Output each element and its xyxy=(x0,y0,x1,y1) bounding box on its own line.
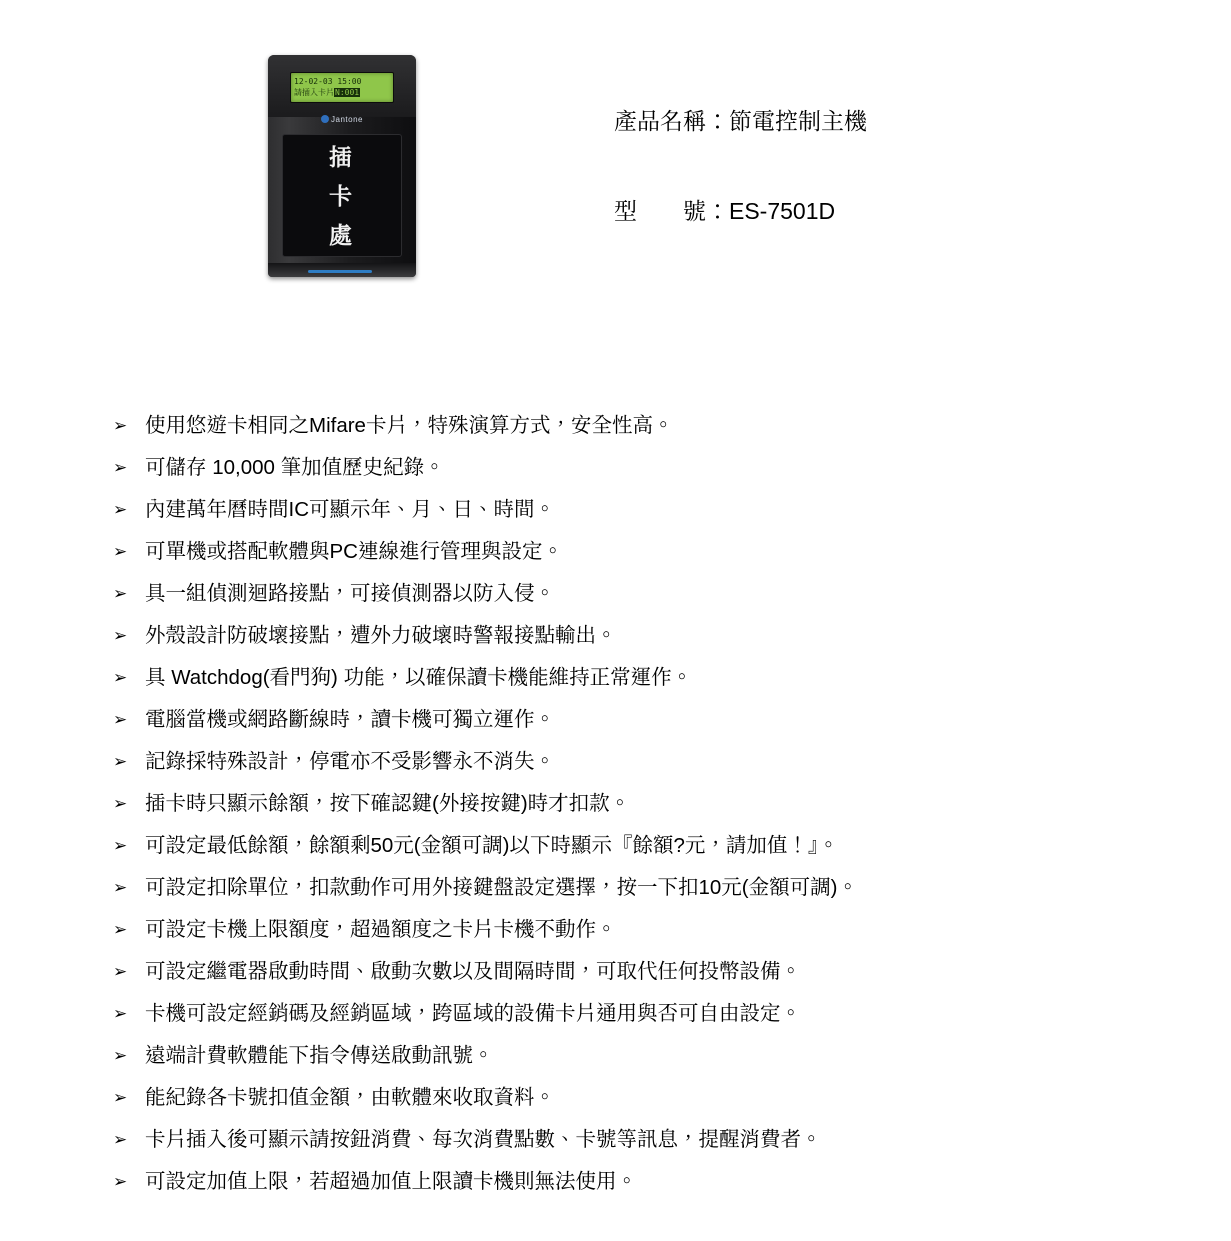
list-item xyxy=(113,741,1133,783)
feature-text: 可設定最低餘額，餘額剩50元(金額可調)以下時顯示『餘額?元，請加值！』。 xyxy=(145,834,839,857)
bullet-icon: ➢ xyxy=(113,1130,128,1149)
bullet-icon: ➢ xyxy=(113,794,128,813)
bullet-icon: ➢ xyxy=(113,962,128,981)
lcd-line-2-right: N:001 xyxy=(335,88,360,97)
list-item xyxy=(113,1119,1133,1161)
bullet-icon: ➢ xyxy=(113,836,128,855)
feature-text: 可單機或搭配軟體與PC連線進行管理與設定。 xyxy=(145,540,563,563)
list-item xyxy=(113,867,1133,909)
feature-text: 卡機可設定經銷碼及經銷區域，跨區域的設備卡片通用與否可自由設定。 xyxy=(145,1002,801,1025)
bullet-icon: ➢ xyxy=(113,878,128,897)
list-item xyxy=(113,783,1133,825)
brand-text: Jantone xyxy=(331,115,363,124)
feature-text: 遠端計費軟體能下指令傳送啟動訊號。 xyxy=(145,1044,494,1067)
feature-text: 使用悠遊卡相同之Mifare卡片，特殊演算方式，安全性高。 xyxy=(145,414,674,437)
list-item xyxy=(113,615,1133,657)
device-lcd-display xyxy=(290,72,394,103)
device-brand-label xyxy=(302,115,382,124)
slot-label-char-2: 卡 xyxy=(329,183,355,209)
list-item xyxy=(113,489,1133,531)
list-item xyxy=(113,993,1133,1035)
bullet-icon: ➢ xyxy=(113,626,128,645)
device-base xyxy=(268,263,416,277)
slot-label-char-3: 處 xyxy=(329,222,355,248)
lcd-line-1: 12-02-03 15:00 xyxy=(294,77,362,86)
bullet-icon: ➢ xyxy=(113,500,128,519)
feature-text: 電腦當機或網路斷線時，讀卡機可獨立運作。 xyxy=(145,708,555,731)
bullet-icon: ➢ xyxy=(113,752,128,771)
list-item xyxy=(113,1077,1133,1119)
feature-text: 能紀錄各卡號扣值金額，由軟體來收取資料。 xyxy=(145,1086,555,1109)
list-item xyxy=(113,573,1133,615)
feature-text: 卡片插入後可顯示請按鈕消費、每次消費點數、卡號等訊息，提醒消費者。 xyxy=(145,1128,822,1151)
feature-text: 具一組偵測迴路接點，可接偵測器以防入侵。 xyxy=(145,582,555,605)
bullet-icon: ➢ xyxy=(113,1172,128,1191)
list-item xyxy=(113,825,1133,867)
slot-label-char-1: 插 xyxy=(329,144,355,170)
list-item xyxy=(113,657,1133,699)
bullet-icon: ➢ xyxy=(113,710,128,729)
product-model-line: 型 號：ES-7501D xyxy=(614,197,836,224)
list-item xyxy=(113,405,1133,447)
list-item xyxy=(113,1035,1133,1077)
card-slot-panel xyxy=(282,134,402,257)
feature-list xyxy=(113,405,1133,1203)
feature-text: 插卡時只顯示餘額，按下確認鍵(外接按鍵)時才扣款。 xyxy=(145,792,631,815)
bullet-icon: ➢ xyxy=(113,416,128,435)
feature-text: 具 Watchdog(看門狗) 功能，以確保讀卡機能維持正常運作。 xyxy=(145,666,693,689)
feature-text: 可儲存 10,000 筆加值歷史紀錄。 xyxy=(145,456,445,479)
feature-text: 可設定扣除單位，扣款動作可用外接鍵盤設定選擇，按一下扣10元(金額可調)。 xyxy=(145,876,858,899)
list-item xyxy=(113,531,1133,573)
product-info xyxy=(614,108,867,287)
bullet-icon: ➢ xyxy=(113,920,128,939)
bullet-icon: ➢ xyxy=(113,584,128,603)
product-name-line: 產品名稱：節電控制主機 xyxy=(614,108,867,134)
feature-text: 內建萬年曆時間IC可顯示年、月、日、時間。 xyxy=(145,498,555,521)
feature-text: 可設定繼電器啟動時間、啟動次數以及間隔時間，可取代任何投幣設備。 xyxy=(145,960,801,983)
bullet-icon: ➢ xyxy=(113,1046,128,1065)
list-item xyxy=(113,1161,1133,1203)
list-item xyxy=(113,699,1133,741)
bullet-icon: ➢ xyxy=(113,458,128,477)
feature-text: 可設定卡機上限額度，超過額度之卡片卡機不動作。 xyxy=(145,918,617,941)
brand-logo-icon xyxy=(321,115,329,123)
bullet-icon: ➢ xyxy=(113,668,128,687)
list-item xyxy=(113,447,1133,489)
feature-text: 可設定加值上限，若超過加值上限讀卡機則無法使用。 xyxy=(145,1170,637,1193)
list-item xyxy=(113,909,1133,951)
device-top-panel xyxy=(268,55,416,124)
lcd-line-2-left: 請插入卡片 xyxy=(294,88,334,97)
bullet-icon: ➢ xyxy=(113,1004,128,1023)
feature-text: 記錄採特殊設計，停電亦不受影響永不消失。 xyxy=(145,750,555,773)
lcd-line-2 xyxy=(294,87,391,98)
bullet-icon: ➢ xyxy=(113,1088,128,1107)
product-header-block xyxy=(0,0,1231,300)
bullet-icon: ➢ xyxy=(113,542,128,561)
device-photo xyxy=(268,55,416,277)
feature-text: 外殼設計防破壞接點，遭外力破壞時警報接點輸出。 xyxy=(145,624,617,647)
list-item xyxy=(113,951,1133,993)
